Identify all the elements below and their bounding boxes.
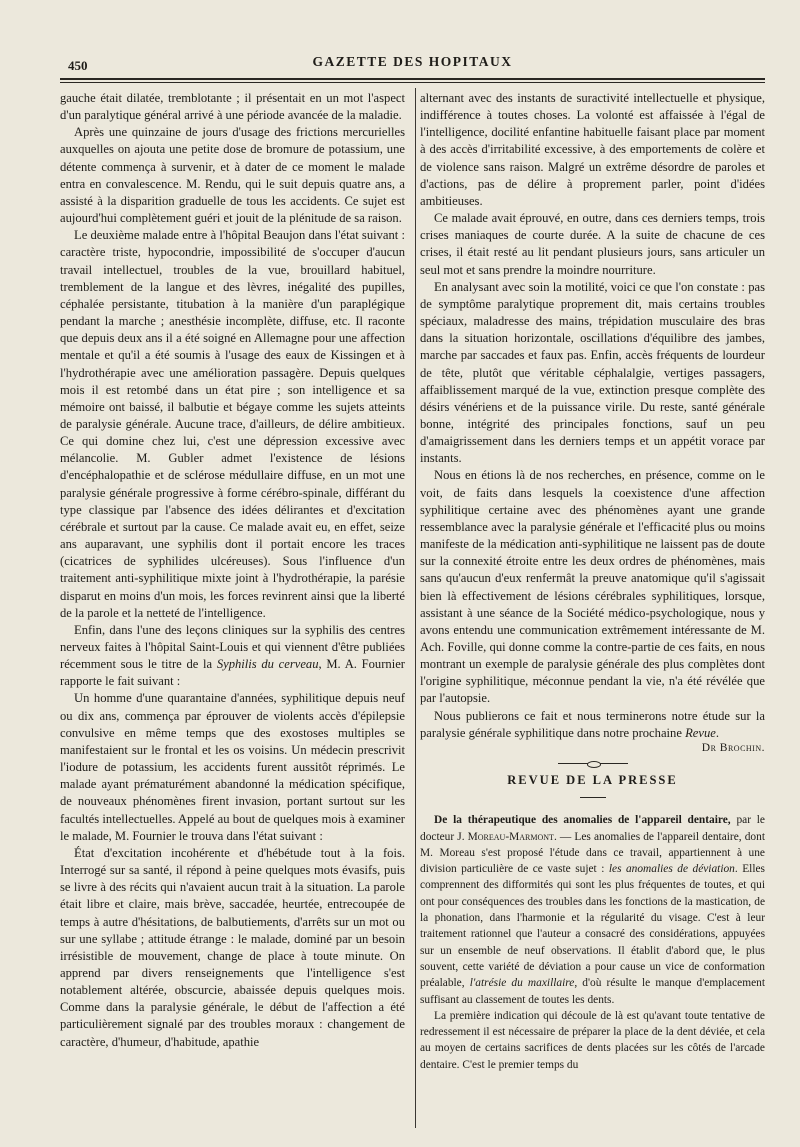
paragraph: En analysant avec soin la motilité, voici ce que l'on constate : pas de symptôme paralytique proprement dit, mais certains troubles spéciaux, maladresse des mains, trépidation musculaire des bras dans la situation horizontale, oscillations d'équilibre des jambes, marche par saccades et faux pas. Enfin, accès fréquents de lourdeur de tête, plutôt que véritable céphalalgie, vertiges passagers, affaiblissement marqué de la vue, extinction presque complète des désirs vénériens et de la puissance virile. Du reste, santé générale bonne, intégrité des principales fonctions, sauf un peu d'amaigrissement dans les derniers temps et un appétit vorace par instants. [420,279,765,466]
page-header [60,52,765,76]
paragraph: La première indication qui découle de là est qu'avant toute tentative de redressement il est nécessaire de préparer la place de la dent déviée, et cela au moyen de certains sacrifices de dents placées sur les côtés de l'arcade dentaire. C'est le premier temps du [420,1009,765,1071]
section-divider [580,797,606,798]
text-run: Enfin, dans l'une des leçons cliniques sur la syphilis des centres nerveux faites à l'hôpital Saint-Louis et qui viennent d'être publiées récemment sous le titre de la [60,622,405,672]
paragraph: État d'excitation incohérente et d'hébétude tout à la fois. Interrogé sur sa santé, il répond à peine quelques mots évasifs, puis se livre à des récits qui n'avaient aucun trait à la situation. La parole était libre et claire, mais brève, saccadée, heurtée, entrecoupée de temps à autre d'hésitations, de balbutiements, d'arrêts sur un mot ou sur une syllabe ; attitude étrange : le malade, dominé par un besoin irrésistible de mouvement, change de place à toute minute. On apprend par divers renseignements que l'intelligence s'est notablement altérée, obscurcie, abaissée depuis quelques mois. Comme dans la paralysie générale, le début de l'affection a été particulièrement signalé par des troubles moraux : changement de caractère, d'humeur, d'habitude, apathie [60,845,405,1049]
article-title: De la thérapeutique des anomalies de l'appareil dentaire, [434,814,731,827]
paragraph: gauche était dilatée, tremblotante ; il présentait en un mot l'aspect d'un paralytique général arrivé à une période avancée de la maladie. [60,91,405,123]
header-rule-thin [60,82,765,83]
paragraph: Nous en étions là de nos recherches, en présence, comme on le voit, de faits dans lesquels la coexistence d'une affection syphilitique certaine avec des phénomènes ayant une grande ressemblance avec la paralysie générale et l'efficacité plus ou moins manifeste de la médication anti-syphilitique ne laissent pas de doute sur la connexité étroite entre les deux ordres de phénomènes, mais sans qu'aucun d'eux renfermât la preuve anatomique qu'il s'agissait bien là effectivement de lésions cérébrales syphilitiques, lorsque, assistant à une séance de la Société médico-psychologique, nous y avons entendu une communication extrêmement intéressante de M. Ach. Foville, qui donne comme la contre-partie de ces faits, en nous montrant un exemple de paralysie générale des plus complètes dont l'origine syphilitique, méconnue pendant la vie, n'a été révélée que par l'autopsie. [420,468,765,706]
italic-term: l'atrésie du maxillaire [469,977,575,990]
revue-word: Revue [685,725,716,740]
paragraph [60,622,405,691]
ornamental-divider [558,763,628,764]
paragraph: Un homme d'une quarantaine d'années, syphilitique depuis neuf ou dix ans, commença par éprouver de violents accès d'épilepsie convulsive en même temps que des exostoses multiples se manifestaient sur le frontal et les os voisins. Un médecin prescrivit l'iodure de potassium, les accidents furent aussitôt réprimés. Le malade ayant prématurément abandonné la médication spécifique, de nouveaux phénomènes firent invasion, portant surtout sur les facultés intellectuelles. Appelé au bout de quelques mois à examiner le malade, M. Fournier le trouva dans l'état suivant : [60,691,405,843]
header-rule [60,78,765,80]
article-author: Moreau-Marmont [467,830,554,843]
journal-title: GAZETTE DES HOPITAUX [312,54,513,69]
press-review-article [420,812,765,1073]
paragraph [420,708,765,742]
italic-term: les anomalies de déviation [608,863,735,876]
author-signature: Dr Brochin. [701,741,765,754]
text-run: Nous publierons ce fait et nous terminerons notre étude sur la paralysie générale syphilitique dans notre prochaine [420,708,765,740]
column-divider [415,88,416,1128]
text-run: , M. A. Fournier rapporte le fait suivant : [60,657,405,689]
text-run: par le docteur J. [420,814,765,843]
book-title: Syphilis du cerveau [216,657,319,672]
left-column [60,90,405,1051]
text-run: . Elles comprennent des difformités qui sont les plus fréquentes de toutes, et qui ont pour conséquences des troubles dans les fonctions de la mastication, de la phonation, dans l'harmonie et la régularité du visage. C'est à leur traitement rationnel que l'auteur a consacré des considérations, appuyées sur un ensemble de neuf observations. Il établit d'abord que, le plus souvent, cette variété de déviation a pour cause un vice de conformation préalable, [420,863,765,990]
right-column [420,90,765,1073]
text-run: . — Les anomalies de l'appareil dentaire, dont M. Moreau s'est proposé l'étude dans ce travail, appartiennent à une division particulière de ce vaste sujet : [420,830,765,876]
paragraph [420,812,765,1008]
paragraph: Après une quinzaine de jours d'usage des frictions mercurielles auxquelles on ajouta une petite dose de bromure de potassium, une détente commença à survenir, et à dater de ce moment le malade entra en convalescence. M. Rendu, qui le suit depuis quatre ans, a assisté à la disparition graduelle de tous les accidents. Ce sujet est aujourd'hui complètement guéri et jouit de la plénitude de sa raison. [60,125,405,226]
section-heading: REVUE DE LA PRESSE [507,773,678,788]
text-run: . [715,725,719,740]
paragraph: Le deuxième malade entre à l'hôpital Beaujon dans l'état suivant : caractère triste, hypocondrie, impossibilité de s'occuper d'aucun travail intellectuel, troubles de la vue, brouillard habituel, tremblement de la langue et des lèvres, inégalité des pupilles, céphalée persistante, titubation à la manière d'un paraplégique pendant la marche ; anesthésie incomplète, diffuse, etc. Il raconte que depuis deux ans il a été soigné en Allemagne pour une affection mentale et qu'il a été soumis à l'usage des eaux de Kissingen et à l'hydrothérapie avec une amélioration passagère. Depuis quelques mois il est retombé dans un état pire ; son intelligence et sa mémoire ont baissé, il balbutie et bégaye comme les sujets atteints de paralysie générale. Aucune trace, d'ailleurs, de délire ambitieux. Ce qui domine chez lui, c'est une dépression excessive avec mélancolie. M. Gubler admet l'existence de lésions d'encéphalopathie et de sclérose médullaire diffuse, en un mot une paralysie générale progressive à forme cérébro-spinale, différant du type classique par l'absence des idées délirantes et d'excitation cérébrale et surtout par la cause. Ce malade avait eu, en effet, seize ans auparavant, une syphilis dont il portait encore les traces (cicatrices de syphilides ulcéreuses). Sous l'influence d'un traitement anti-syphilitique mixte joint à l'hydrothérapie, la parésie disparut en moins d'un mois, les forces revinrent ainsi que la liberté de la parole et la netteté de l'intelligence. [60,228,405,620]
paragraph: Ce malade avait éprouvé, en outre, dans ces derniers temps, trois crises maniaques de courte durée. A la suite de chacune de ces crises, il était resté au lit pendant plusieurs jours, sans articuler un seul mot et sans prendre la moindre nourriture. [420,211,765,277]
page-number: 450 [68,58,88,73]
text-run: , d'où résulte le manque d'emplacement suffisant au classement de toutes les dents. [420,977,765,1006]
paragraph: alternant avec des instants de suractivité intellectuelle et physique, indifférence à toutes choses. La volonté est affaissée à l'égal de l'intelligence, docilité enfantine habituelle faisant place par moment à des accès d'irritabilité excessive, à des emportements de colère et de violence sans raison. Malgré un extrême désordre de paroles et d'actions, pas de délire à proprement parler, point d'idées ambitieuses. [420,91,765,208]
